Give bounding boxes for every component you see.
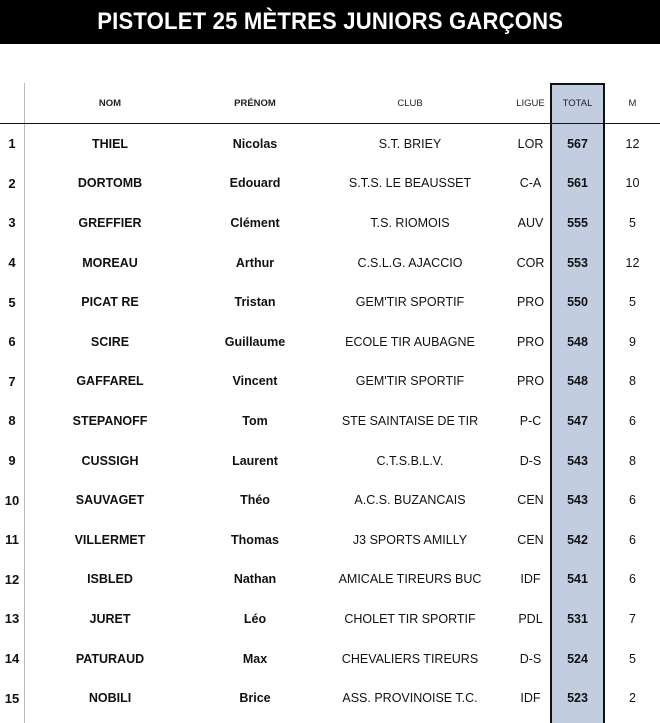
rank-cell: 2	[8, 175, 16, 191]
m-cell: 6	[629, 413, 636, 428]
prenom-cell: Arthur	[235, 255, 275, 270]
total-cell: 553	[567, 255, 588, 270]
m-cell: 9	[629, 334, 636, 349]
rank-cell: 6	[8, 334, 16, 350]
header-club: CLUB	[397, 97, 423, 109]
club-cell: STE SAINTAISE DE TIR	[341, 413, 479, 428]
rank-cell: 9	[8, 453, 16, 469]
club-cell: CHEVALIERS TIREURS	[341, 651, 479, 666]
club-cell: CHOLET TIR SPORTIF	[344, 611, 476, 626]
total-cell: 561	[567, 176, 588, 191]
table-row	[0, 480, 660, 520]
table-row	[0, 164, 660, 204]
club-cell: C.T.S.B.L.V.	[376, 453, 444, 468]
ligue-cell: C-A	[519, 176, 542, 191]
header-ligue: LIGUE	[516, 97, 545, 109]
total-cell: 542	[567, 532, 588, 547]
table-row	[0, 124, 660, 164]
prenom-cell: Edouard	[229, 176, 281, 191]
prenom-cell: Tristan	[234, 295, 276, 310]
club-cell: ASS. PROVINOISE T.C.	[342, 691, 478, 706]
m-cell: 6	[629, 493, 636, 508]
m-cell: 2	[629, 691, 636, 706]
club-cell: C.S.L.G. AJACCIO	[357, 255, 463, 270]
ligue-cell: IDF	[520, 572, 541, 587]
prenom-cell: Tom	[242, 413, 268, 428]
total-cell: 531	[567, 611, 588, 626]
total-cell: 548	[567, 374, 588, 389]
table-row	[0, 322, 660, 362]
nom-cell: STEPANOFF	[72, 413, 148, 428]
prenom-cell: Max	[242, 651, 268, 666]
ligue-cell: PRO	[516, 295, 545, 310]
nom-cell: THIEL	[91, 136, 129, 151]
ligue-cell: D-S	[519, 453, 542, 468]
table-row	[0, 520, 660, 560]
rank-cell: 8	[8, 413, 16, 429]
ligue-cell: CEN	[517, 532, 544, 547]
ligue-cell: COR	[516, 255, 545, 270]
m-cell: 5	[629, 215, 636, 230]
ligue-cell: LOR	[517, 136, 544, 151]
table-row	[0, 560, 660, 600]
table-row	[0, 639, 660, 679]
m-cell: 10	[625, 176, 640, 191]
club-cell: A.C.S. BUZANCAIS	[354, 493, 466, 508]
prenom-cell: Brice	[239, 691, 271, 706]
m-cell: 8	[629, 374, 636, 389]
prenom-cell: Léo	[243, 611, 267, 626]
table-row	[0, 243, 660, 283]
total-cell: 543	[567, 453, 588, 468]
rank-cell: 5	[8, 294, 16, 310]
ligue-cell: IDF	[520, 691, 541, 706]
rank-cell: 11	[5, 532, 19, 548]
m-cell: 6	[629, 532, 636, 547]
club-cell: J3 SPORTS AMILLY	[352, 532, 468, 547]
total-cell: 555	[567, 215, 588, 230]
nom-cell: ISBLED	[87, 572, 133, 587]
ligue-cell: PRO	[516, 374, 545, 389]
prenom-cell: Thomas	[231, 532, 279, 547]
nom-cell: GAFFAREL	[76, 374, 144, 389]
nom-cell: GREFFIER	[78, 215, 142, 230]
page-title-text: PISTOLET 25 MÈTRES JUNIORS GARÇONS	[97, 8, 563, 35]
table-row	[0, 203, 660, 243]
nom-cell: SAUVAGET	[75, 493, 145, 508]
ligue-cell: AUV	[517, 215, 544, 230]
prenom-cell: Guillaume	[224, 334, 286, 349]
nom-cell: SCIRE	[90, 334, 130, 349]
table-row	[0, 678, 660, 718]
m-cell: 5	[629, 295, 636, 310]
ligue-cell: D-S	[519, 651, 542, 666]
rank-cell: 7	[8, 373, 16, 389]
prenom-cell: Clément	[230, 215, 280, 230]
total-cell: 547	[567, 413, 588, 428]
club-cell: T.S. RIOMOIS	[370, 215, 450, 230]
total-cell: 541	[567, 572, 588, 587]
nom-cell: JURET	[89, 611, 131, 626]
rank-cell: 4	[8, 255, 16, 271]
page-title	[0, 0, 660, 44]
m-cell: 5	[629, 651, 636, 666]
header-prenom: PRÉNOM	[234, 97, 276, 109]
table-row	[0, 599, 660, 639]
nom-cell: PICAT RE	[81, 295, 139, 310]
header-nom: NOM	[98, 97, 122, 109]
table-header-row	[0, 83, 660, 123]
rank-cell: 3	[8, 215, 16, 231]
ligue-cell: PRO	[516, 334, 545, 349]
nom-cell: DORTOMB	[77, 176, 143, 191]
ligue-cell: P-C	[519, 413, 542, 428]
m-cell: 6	[629, 572, 636, 587]
table-row	[0, 282, 660, 322]
table-row	[0, 362, 660, 402]
rank-cell: 12	[4, 571, 20, 587]
header-m: M	[628, 97, 637, 109]
rank-cell: 13	[4, 611, 20, 627]
m-cell: 12	[625, 136, 640, 151]
club-cell: S.T.S. LE BEAUSSET	[348, 176, 472, 191]
prenom-cell: Laurent	[232, 453, 278, 468]
club-cell: AMICALE TIREURS BUC	[338, 572, 482, 587]
ligue-cell: PDL	[518, 611, 543, 626]
m-cell: 12	[625, 255, 640, 270]
club-cell: ECOLE TIR AUBAGNE	[345, 334, 475, 349]
club-cell: GEM'TIR SPORTIF	[355, 295, 465, 310]
prenom-cell: Nicolas	[232, 136, 278, 151]
prenom-cell: Vincent	[232, 374, 278, 389]
m-cell: 7	[629, 611, 636, 626]
table-row	[0, 441, 660, 481]
nom-cell: MOREAU	[82, 255, 138, 270]
results-table	[0, 83, 660, 719]
rank-cell: 15	[4, 690, 20, 706]
nom-cell: CUSSIGH	[81, 453, 139, 468]
rank-cell: 1	[8, 136, 16, 152]
nom-cell: VILLERMET	[74, 532, 146, 547]
m-cell: 8	[629, 453, 636, 468]
prenom-cell: Nathan	[233, 572, 277, 587]
table-row	[0, 401, 660, 441]
header-total: TOTAL	[562, 97, 593, 109]
club-cell: GEM'TIR SPORTIF	[355, 374, 465, 389]
total-cell: 524	[567, 651, 588, 666]
total-cell: 550	[567, 295, 588, 310]
rank-cell: 10	[4, 492, 20, 508]
nom-cell: NOBILI	[88, 691, 132, 706]
prenom-cell: Théo	[240, 493, 270, 508]
rank-cell: 14	[4, 651, 20, 667]
total-cell: 567	[567, 136, 588, 151]
ligue-cell: CEN	[517, 493, 544, 508]
total-cell: 523	[567, 691, 588, 706]
club-cell: S.T. BRIEY	[378, 136, 442, 151]
nom-cell: PATURAUD	[75, 651, 145, 666]
total-cell: 548	[567, 334, 588, 349]
total-cell: 543	[567, 493, 588, 508]
